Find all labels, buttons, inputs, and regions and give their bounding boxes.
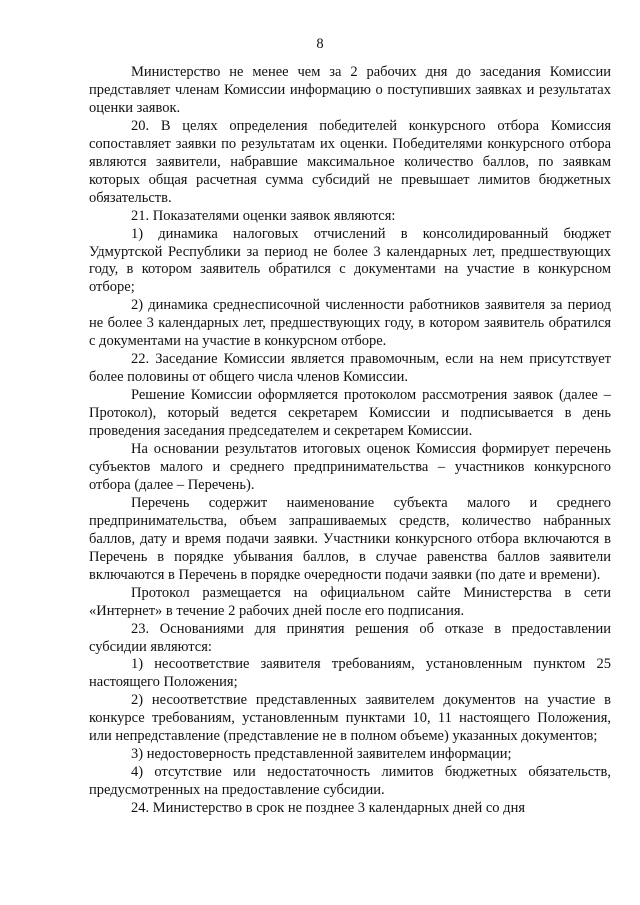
paragraph: 3) недостоверность представленной заявителем информации; (131, 746, 512, 763)
paragraph: 23. Основаниями для принятия решения об отказе в предоставлении субсидии являются: (89, 620, 611, 655)
document-body (89, 64, 611, 818)
paragraph: 21. Показателями оценки заявок являются: (131, 207, 396, 224)
paragraph: 1) динамика налоговых отчислений в консолидированный бюджет Удмуртской Республики за период не более 3 календарных лет, предшествующих году, в котором заявитель обратился с документами на участие в конкурсном отборе; (89, 225, 611, 296)
paragraph: 2) несоответствие представленных заявителем документов на участие в конкурсе требованиям, установленным пунктами 10, 11 настоящего Положения, или непредставление (представление не в полном объеме) указанных документов; (89, 692, 611, 745)
paragraph: 24. Министерство в срок не позднее 3 календарных дней со дня (131, 800, 525, 817)
paragraph: Перечень содержит наименование субъекта малого и среднего предпринимательства, объем запрашиваемых средств, количество набранных баллов, дату и время подачи заявки. Участники конкурсного отбора включаются в Перечень в порядке убывания баллов, в случае равенства баллов заявители включаются в Перечень в порядке очередности подачи заявки (по дате и времени). (89, 494, 611, 583)
paragraph: 1) несоответствие заявителя требованиям, установленным пунктом 25 настоящего Положения; (89, 656, 611, 691)
paragraph: Министерство не менее чем за 2 рабочих дня до заседания Комиссии представляет членам Комиссии информацию о поступивших заявках и результатах оценки заявок. (89, 64, 611, 116)
paragraph: 22. Заседание Комиссии является правомочным, если на нем присутствует более половины от общего числа членов Комиссии. (89, 351, 611, 386)
paragraph: Решение Комиссии оформляется протоколом рассмотрения заявок (далее – Протокол), который ведется секретарем Комиссии и подписывается в день проведения заседания председателем и секретарем Комиссии. (89, 387, 611, 440)
paragraph: 4) отсутствие или недостаточность лимитов бюджетных обязательств, предусмотренных на предоставление субсидии. (89, 764, 611, 799)
paragraph: 20. В целях определения победителей конкурсного отбора Комиссия сопоставляет заявки по результатам их оценки. Победителями конкурсного отбора являются заявители, набравшие максимальное количество баллов, по заявкам которых общая расчетная сумма субсидий не превышает лимитов бюджетных обязательств. (89, 117, 611, 206)
paragraph: Протокол размещается на официальном сайте Министерства в сети «Интернет» в течение 2 рабочих дней после его подписания. (89, 584, 611, 619)
paragraph: На основании результатов итоговых оценок Комиссия формирует перечень субъектов малого и среднего предпринимательства – участников конкурсного отбора (далее – Перечень). (89, 441, 611, 493)
page-number: 8 (316, 36, 324, 52)
paragraph: 2) динамика среднесписочной численности работников заявителя за период не более 3 календарных лет, предшествующих году, в котором заявитель обратился с документами на участие в конкурсном отборе. (89, 297, 611, 350)
